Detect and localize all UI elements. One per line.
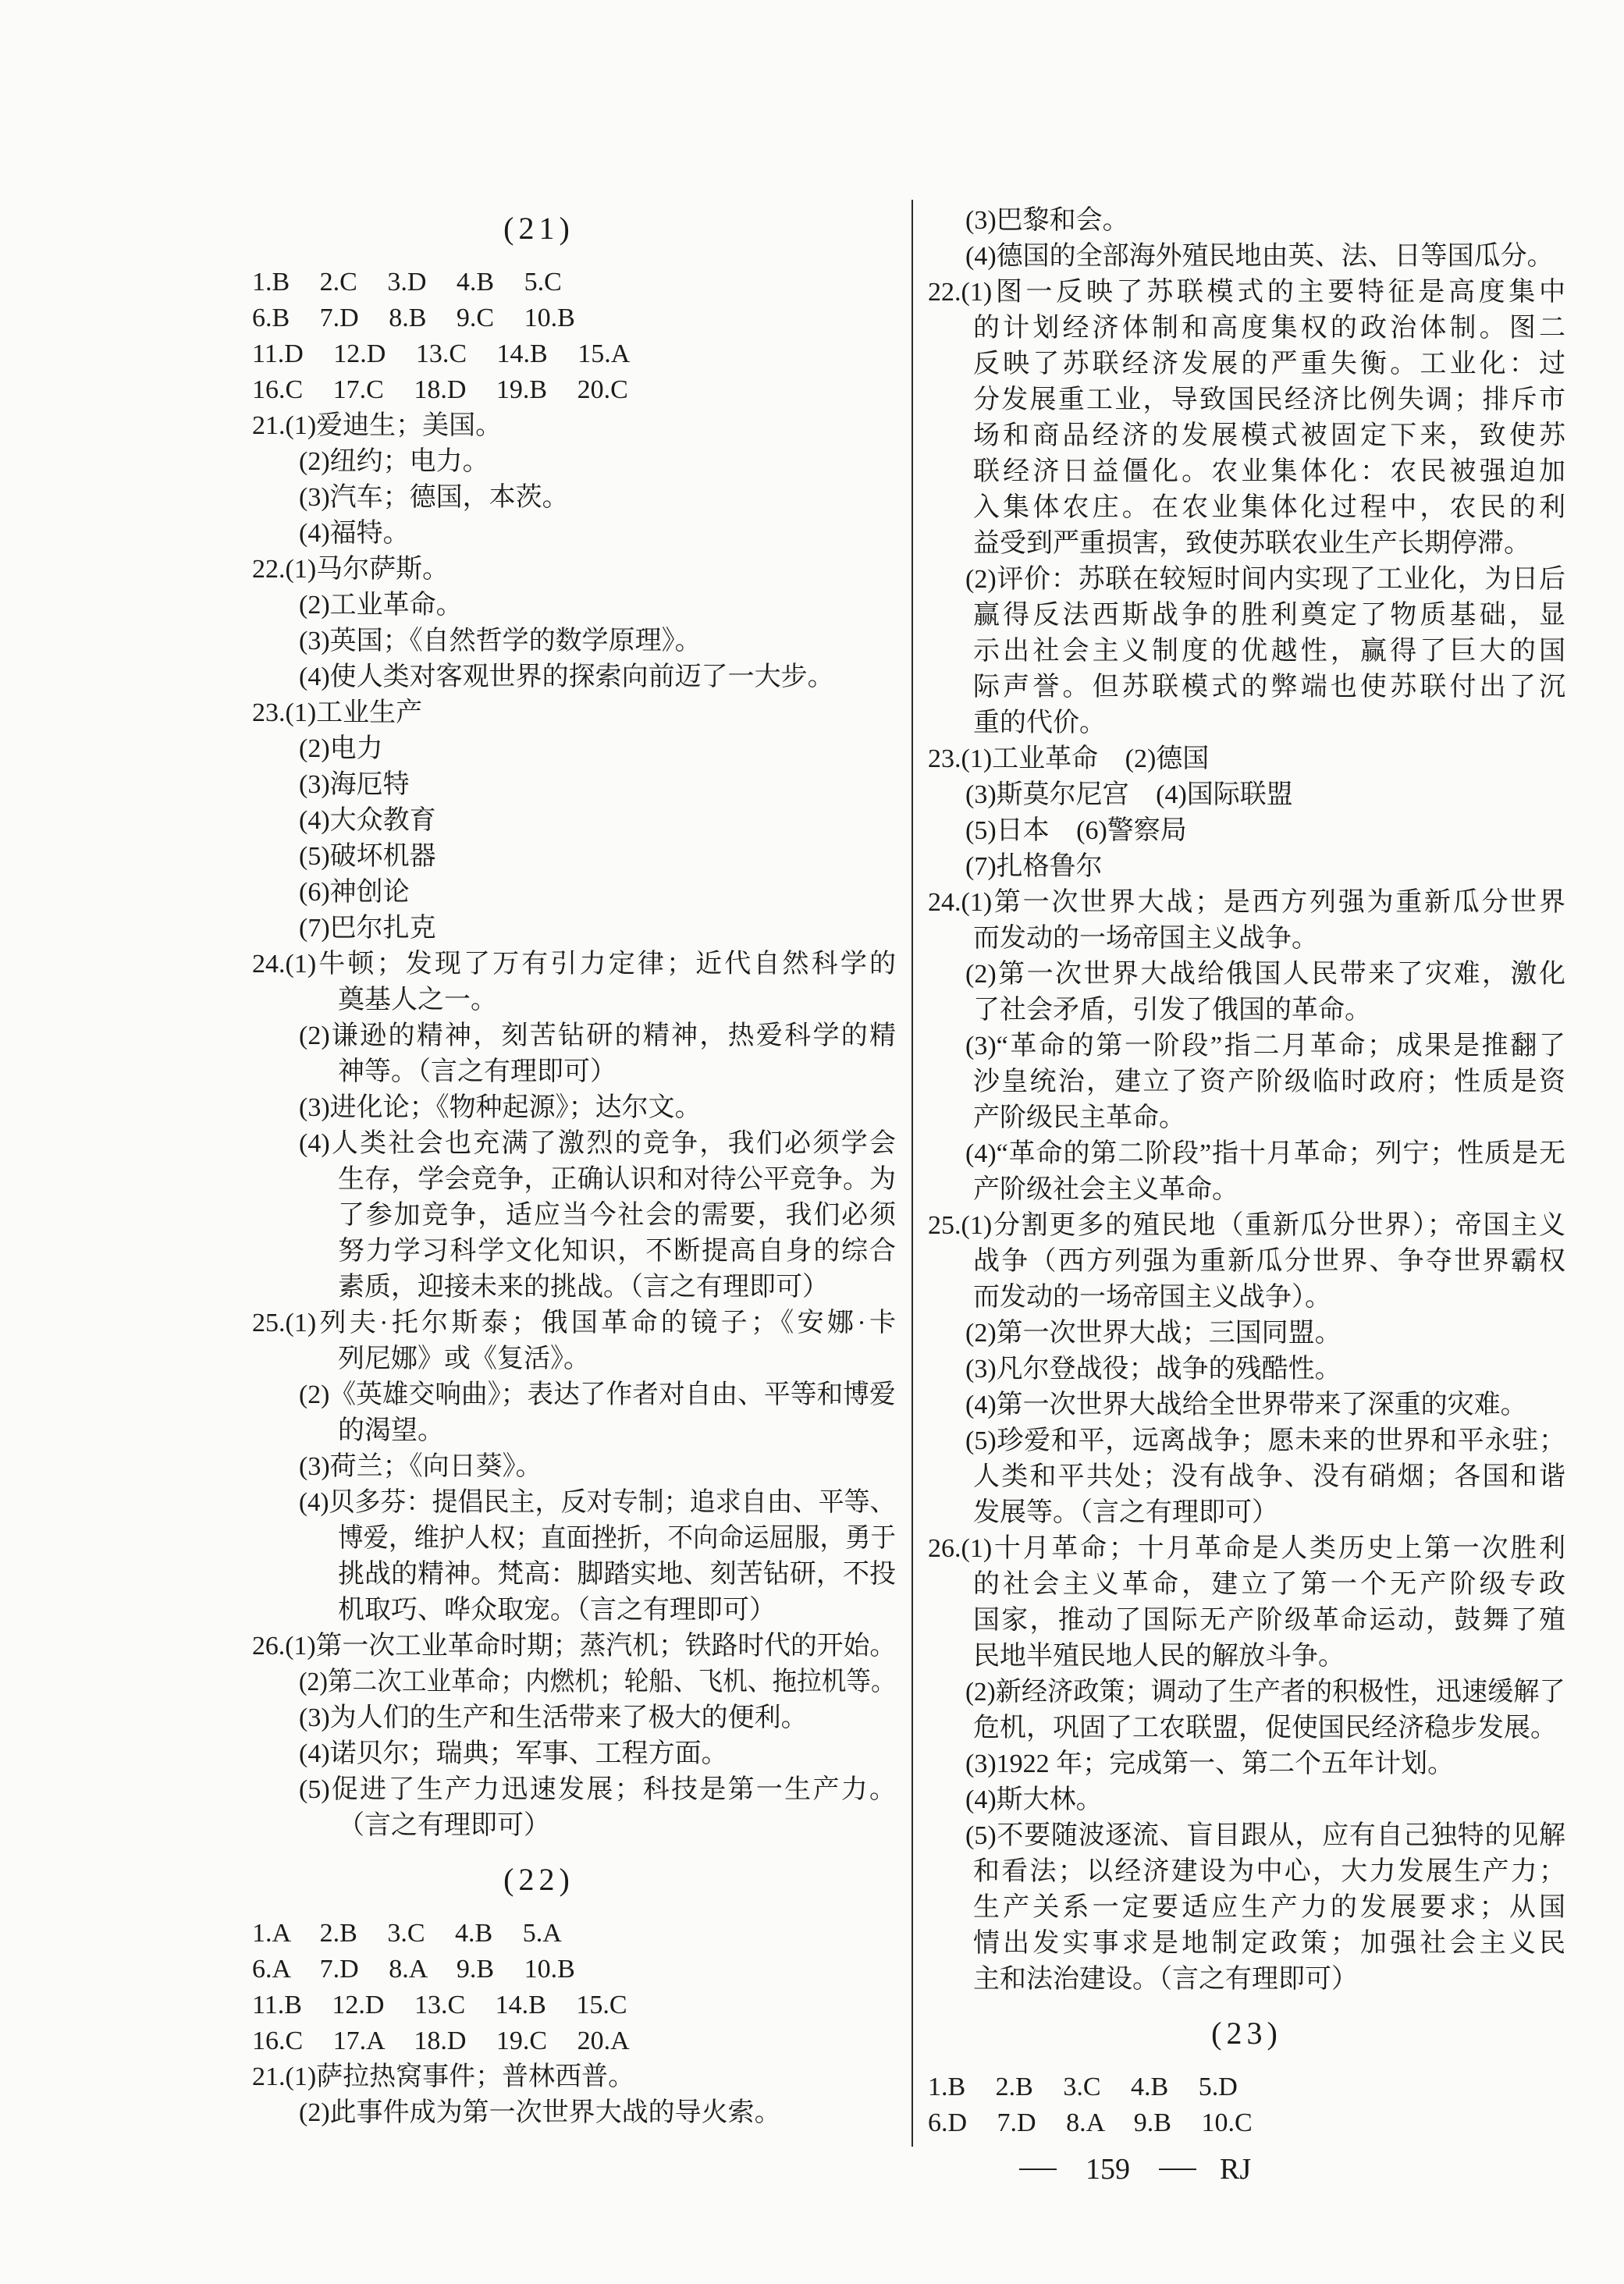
sub-answer-line <box>928 1423 1565 1459</box>
answer-continuation-line <box>928 490 1565 526</box>
answer-text: (3)荷兰；《向日葵》。 <box>299 1452 542 1481</box>
sub-answer-line <box>252 444 896 480</box>
answer-continuation-line <box>928 1926 1565 1962</box>
answer-continuation-line <box>928 1603 1565 1639</box>
answer-text: (5)破坏机器 <box>299 842 436 871</box>
answer-text: 22.(1)图一反映了苏联模式的主要特征是高度集中 <box>928 278 1565 307</box>
answer-continuation-line <box>252 1270 896 1305</box>
answer-text: 24.(1)第一次世界大战；是西方列强为重新瓜分世界 <box>928 888 1565 917</box>
answer-text: 26.(1)十月革命；十月革命是人类历史上第一次胜利 <box>928 1534 1565 1563</box>
sub-answer-line <box>928 777 1565 813</box>
answer-continuation-line <box>928 1854 1565 1890</box>
answer-text: 产阶级社会主义革命。 <box>973 1175 1238 1204</box>
sub-answer-line <box>252 1772 896 1808</box>
answer-text: 发展等。（言之有理即可） <box>973 1498 1278 1527</box>
answer-text: 1.B 2.B 3.C 4.B 5.D <box>928 2073 1238 2101</box>
question-answer-line <box>252 1629 896 1664</box>
sub-answer-line <box>252 1736 896 1772</box>
answer-continuation-line <box>928 1459 1565 1495</box>
answer-continuation-line <box>252 1521 896 1557</box>
question-answer-line <box>252 695 896 731</box>
answer-continuation-line <box>928 634 1565 670</box>
answer-text: 生产关系一定要适应生产力的发展要求；从国 <box>973 1893 1565 1922</box>
sub-answer-line <box>252 480 896 516</box>
sub-answer-line <box>928 957 1565 993</box>
sub-answer-line <box>252 767 896 803</box>
answer-text: (3)为人们的生产和生活带来了极大的便利。 <box>299 1703 808 1732</box>
choice-answers-row <box>252 2023 896 2059</box>
answer-text: (5)日本 (6)警察局 <box>965 816 1187 845</box>
answer-text: 场和商品经济的发展模式被固定下来，致使苏 <box>973 421 1565 450</box>
answer-text: (3)“革命的第一阶段”指二月革命；成果是推翻了 <box>965 1032 1565 1060</box>
answer-continuation-line <box>928 921 1565 957</box>
question-answer-line <box>252 2059 896 2095</box>
answer-text: (4)福特。 <box>299 519 410 548</box>
footer-dash <box>1159 2169 1196 2170</box>
answer-text: (3)英国；《自然哲学的数学原理》。 <box>299 627 702 655</box>
answer-text: 24.(1)牛顿；发现了万有引力定律；近代自然科学的 <box>252 950 896 979</box>
answer-text: 6.B 7.D 8.B 9.C 10.B <box>252 304 575 332</box>
answer-text: (4)诺贝尔；瑞典；军事、工程方面。 <box>299 1739 728 1768</box>
answer-continuation-line <box>928 418 1565 454</box>
answer-text: (2)电力 <box>299 734 383 763</box>
answer-text: 生存，学会竞争，正确认识和对待公平竞争。为 <box>338 1165 896 1194</box>
answer-continuation-line <box>928 1890 1565 1926</box>
answer-text: (3)1922 年；完成第一、第二个五年计划。 <box>965 1749 1455 1778</box>
question-answer-line <box>252 408 896 444</box>
answer-text: (3)汽车；德国，本茨。 <box>299 483 569 512</box>
question-answer-line <box>928 1208 1565 1244</box>
answer-continuation-line <box>928 526 1565 562</box>
sub-answer-line <box>252 1664 896 1700</box>
answer-text: 赢得反法西斯战争的胜利奠定了物质基础，显 <box>973 601 1565 630</box>
answer-text: 1.B 2.C 3.D 4.B 5.C <box>252 268 562 297</box>
answer-text: (2)《英雄交响曲》；表达了作者对自由、平等和博爱 <box>299 1380 896 1409</box>
answer-text: 民地半殖民地人民的解放斗争。 <box>973 1642 1345 1671</box>
answer-text: 国家，推动了国际无产阶级革命运动，鼓舞了殖 <box>973 1606 1565 1635</box>
choice-answers-row <box>252 265 896 300</box>
answer-continuation-line <box>928 1962 1565 1998</box>
sub-answer-line <box>928 1818 1565 1854</box>
answer-continuation-line <box>928 1244 1565 1280</box>
answer-continuation-line <box>928 1495 1565 1531</box>
answer-continuation-line <box>928 705 1565 741</box>
answer-text: (3)进化论；《物种起源》；达尔文。 <box>299 1093 702 1122</box>
answer-text: (2)此事件成为第一次世界大战的导火索。 <box>299 2098 781 2127</box>
answer-text: (7)巴尔扎克 <box>299 914 436 943</box>
answer-text: 22.(1)马尔萨斯。 <box>252 555 450 584</box>
sub-answer-line <box>928 1028 1565 1064</box>
sub-answer-line <box>252 839 896 875</box>
answer-text: 挑战的精神。梵高：脚踏实地、刻苦钻研，不投 <box>338 1560 896 1589</box>
answer-text: (4)使人类对客观世界的探索向前迈了一大步。 <box>299 662 834 691</box>
answer-text: (2)评价：苏联在较短时间内实现了工业化，为日后 <box>965 565 1565 594</box>
answer-text: 21.(1)萨拉热窝事件；普林西普。 <box>252 2062 635 2091</box>
answer-continuation-line <box>928 1639 1565 1675</box>
answer-continuation-line <box>252 1162 896 1198</box>
answer-continuation-line <box>928 1280 1565 1316</box>
question-answer-line <box>928 885 1565 921</box>
answer-text: 主和法治建设。（言之有理即可） <box>973 1965 1358 1994</box>
answer-text: 6.A 7.D 8.A 9.B 10.B <box>252 1955 575 1984</box>
sub-answer-line <box>252 1126 896 1162</box>
book-code: RJ <box>1220 2153 1252 2186</box>
answer-text: (2)第一次世界大战给俄国人民带来了灾难，激化 <box>965 960 1565 989</box>
sub-answer-line <box>928 1136 1565 1172</box>
choice-answers-row <box>928 2105 1565 2141</box>
answer-text: (4)人类社会也充满了激烈的竞争，我们必须学会 <box>299 1129 896 1158</box>
answer-continuation-line <box>928 670 1565 705</box>
answer-text: (5)促进了生产力迅速发展；科技是第一生产力。 <box>299 1775 896 1804</box>
sub-answer-line <box>252 1090 896 1126</box>
answer-text: (4)大众教育 <box>299 806 436 835</box>
sub-answer-line <box>928 1316 1565 1352</box>
sub-answer-line <box>928 1746 1565 1782</box>
answer-text: 情出发实事求是地制定政策；加强社会主义民 <box>973 1929 1565 1958</box>
sub-answer-line <box>252 1018 896 1054</box>
answer-text: (4)第一次世界大战给全世界带来了深重的灾难。 <box>965 1391 1527 1419</box>
answer-continuation-line <box>928 1100 1565 1136</box>
question-answer-line <box>928 275 1565 311</box>
section-heading: (23) <box>1211 2016 1282 2051</box>
answer-text: 和看法；以经济建设为中心，大力发展生产力； <box>973 1857 1565 1886</box>
answer-text: 产阶级民主革命。 <box>973 1103 1185 1132</box>
answer-text: 1.A 2.B 3.C 4.B 5.A <box>252 1919 562 1948</box>
choice-answers-row <box>928 2069 1565 2105</box>
answer-text: 人类和平共处；没有战争、没有硝烟；各国和谐 <box>973 1462 1565 1491</box>
answer-text: (2)工业革命。 <box>299 591 463 620</box>
sub-answer-line <box>252 659 896 695</box>
sub-answer-line <box>928 1675 1565 1710</box>
answer-continuation-line <box>252 982 896 1018</box>
answer-text: (2)第一次世界大战；三国同盟。 <box>965 1319 1341 1348</box>
answer-text: (7)扎格鲁尔 <box>965 852 1103 881</box>
question-answer-line <box>928 1531 1565 1567</box>
question-answer-line <box>252 947 896 982</box>
choice-answers-row <box>252 372 896 408</box>
answer-text: 危机，巩固了工农联盟，促使国民经济稳步发展。 <box>973 1714 1557 1742</box>
answer-text: （言之有理即可） <box>338 1811 550 1840</box>
answer-text: 奠基人之一。 <box>338 986 497 1014</box>
answer-text: 而发动的一场帝国主义战争）。 <box>973 1283 1331 1312</box>
answer-text: 25.(1)分割更多的殖民地（重新瓜分世界）；帝国主义 <box>928 1211 1565 1240</box>
sub-answer-line <box>252 911 896 947</box>
answer-continuation-line <box>252 1198 896 1234</box>
answer-text: 6.D 7.D 8.A 9.B 10.C <box>928 2108 1253 2137</box>
left-column <box>252 193 896 2131</box>
sub-answer-line <box>928 203 1565 239</box>
answer-continuation-line <box>252 1054 896 1090</box>
answer-text: 入集体农庄。在农业集体化过程中，农民的利 <box>973 493 1565 522</box>
choice-answers-row <box>252 336 896 372</box>
sub-answer-line <box>252 516 896 552</box>
sub-answer-line <box>928 813 1565 849</box>
choice-answers-row <box>252 300 896 336</box>
answer-text: 的计划经济体制和高度集权的政治体制。图二 <box>973 314 1565 343</box>
answer-continuation-line <box>252 1593 896 1629</box>
sub-answer-line <box>928 1387 1565 1423</box>
column-divider <box>912 200 913 2147</box>
answer-text: (3)斯莫尔尼宫 (4)国际联盟 <box>965 780 1293 809</box>
answer-text: (3)凡尔登战役；战争的残酷性。 <box>965 1355 1341 1384</box>
answer-text: 25.(1)列夫·托尔斯泰；俄国革命的镜子；《安娜·卡 <box>252 1309 896 1337</box>
section-heading: (21) <box>503 211 574 246</box>
sub-answer-line <box>252 1377 896 1413</box>
answer-continuation-line <box>928 993 1565 1028</box>
answer-continuation-line <box>928 382 1565 418</box>
answer-continuation-line <box>252 1234 896 1270</box>
answer-text: (2)第二次工业革命；内燃机；轮船、飞机、拖拉机等。 <box>299 1668 896 1696</box>
section-heading: (22) <box>503 1862 574 1897</box>
answer-text: 26.(1)第一次工业革命时期；蒸汽机；铁路时代的开始。 <box>252 1632 897 1661</box>
answer-text: 的渴望。 <box>338 1416 444 1445</box>
answer-text: 16.C 17.C 18.D 19.B 20.C <box>252 375 628 404</box>
answer-text: 博爱，维护人权；直面挫折，不向命运屈服，勇于 <box>338 1524 896 1553</box>
footer-dash <box>1019 2169 1057 2170</box>
sub-answer-line <box>252 803 896 839</box>
choice-answers-row <box>252 1952 896 1987</box>
answer-text: 分发展重工业，导致国民经济比例失调；排斥市 <box>973 385 1565 414</box>
question-answer-line <box>928 741 1565 777</box>
sub-answer-line <box>928 1352 1565 1387</box>
sub-answer-line <box>928 562 1565 598</box>
answer-text: 联经济日益僵化。农业集体化：农民被强迫加 <box>973 457 1565 486</box>
answer-text: 素质，迎接未来的挑战。（言之有理即可） <box>338 1273 829 1302</box>
answer-text: (3)海厄特 <box>299 770 410 799</box>
answer-text: (6)神创论 <box>299 878 410 907</box>
question-answer-line <box>252 552 896 588</box>
answer-text: (4)贝多芬：提倡民主，反对专制；追求自由、平等、 <box>299 1488 896 1517</box>
answer-text: (4)“革命的第二阶段”指十月革命；列宁；性质是无 <box>965 1139 1565 1168</box>
answer-text: 了参加竞争，适应当今社会的需要，我们必须 <box>338 1201 896 1230</box>
answer-continuation-line <box>928 1172 1565 1208</box>
answer-text: (5)珍爱和平，远离战争；愿未来的世界和平永驻； <box>965 1426 1565 1455</box>
answer-text: (5)不要随波逐流、盲目跟从，应有自己独特的见解 <box>965 1821 1565 1850</box>
answer-text: 战争（西方列强为重新瓜分世界、争夺世界霸权 <box>973 1247 1565 1276</box>
answer-text: (4)德国的全部海外殖民地由英、法、日等国瓜分。 <box>965 242 1554 271</box>
sub-answer-line <box>252 588 896 623</box>
answer-continuation-line <box>252 1557 896 1593</box>
answer-continuation-line <box>252 1413 896 1449</box>
answer-text: 16.C 17.A 18.D 19.C 20.A <box>252 2026 630 2055</box>
sub-answer-line <box>252 2095 896 2131</box>
sub-answer-line <box>252 1485 896 1521</box>
answer-continuation-line <box>252 1808 896 1844</box>
answer-text: 的社会主义革命，建立了第一个无产阶级专政 <box>973 1570 1565 1599</box>
answer-text: (2)谦逊的精神，刻苦钻研的精神，热爱科学的精 <box>299 1021 896 1050</box>
answer-text: 重的代价。 <box>973 709 1106 737</box>
sub-answer-line <box>928 239 1565 275</box>
answer-text: 了社会矛盾，引发了俄国的革命。 <box>973 996 1371 1025</box>
answer-text: (3)巴黎和会。 <box>965 206 1129 235</box>
question-answer-line <box>252 1305 896 1341</box>
answer-text: 列尼娜》或《复活》。 <box>338 1344 590 1373</box>
answer-text: (2)新经济政策；调动了生产者的积极性，迅速缓解了 <box>965 1678 1565 1707</box>
answer-continuation-line <box>928 1567 1565 1603</box>
answer-text: 23.(1)工业生产 <box>252 698 423 727</box>
answer-text: 示出社会主义制度的优越性，赢得了巨大的国 <box>973 637 1565 666</box>
choice-answers-row <box>252 1987 896 2023</box>
answer-continuation-line <box>928 454 1565 490</box>
sub-answer-line <box>252 731 896 767</box>
sub-answer-line <box>252 1700 896 1736</box>
sub-answer-line <box>252 875 896 911</box>
right-column <box>928 203 1565 2141</box>
sub-answer-line <box>928 849 1565 885</box>
sub-answer-line <box>252 1449 896 1485</box>
answer-text: 益受到严重损害，致使苏联农业生产长期停滞。 <box>973 529 1530 558</box>
answer-continuation-line <box>252 1341 896 1377</box>
answer-text: (4)斯大林。 <box>965 1785 1103 1814</box>
answer-text: 反映了苏联经济发展的严重失衡。工业化：过 <box>973 350 1565 378</box>
answer-text: (2)纽约；电力。 <box>299 447 489 476</box>
answer-text: 际声誉。但苏联模式的弊端也使苏联付出了沉 <box>973 673 1565 702</box>
answer-continuation-line <box>928 598 1565 634</box>
page-number: 159 <box>1086 2153 1130 2186</box>
answer-text: 而发动的一场帝国主义战争。 <box>973 924 1318 953</box>
answer-text: 努力学习科学文化知识，不断提高自身的综合 <box>338 1237 896 1266</box>
answer-continuation-line <box>928 1064 1565 1100</box>
answer-text: 沙皇统治，建立了资产阶级临时政府；性质是资 <box>973 1067 1565 1096</box>
answer-text: 11.D 12.D 13.C 14.B 15.A <box>252 339 631 368</box>
answer-continuation-line <box>928 1710 1565 1746</box>
answer-continuation-line <box>928 311 1565 346</box>
sub-answer-line <box>252 623 896 659</box>
page-footer <box>1019 2150 1251 2189</box>
answer-text: 神等。（言之有理即可） <box>338 1057 617 1086</box>
sub-answer-line <box>928 1782 1565 1818</box>
choice-answers-row <box>252 1916 896 1952</box>
answer-text: 11.B 12.D 13.C 14.B 15.C <box>252 1991 627 2019</box>
answer-text: 21.(1)爱迪生；美国。 <box>252 411 503 440</box>
answer-text: 23.(1)工业革命 (2)德国 <box>928 744 1210 773</box>
answer-text: 机取巧、哗众取宠。（言之有理即可） <box>338 1596 776 1625</box>
answer-continuation-line <box>928 346 1565 382</box>
